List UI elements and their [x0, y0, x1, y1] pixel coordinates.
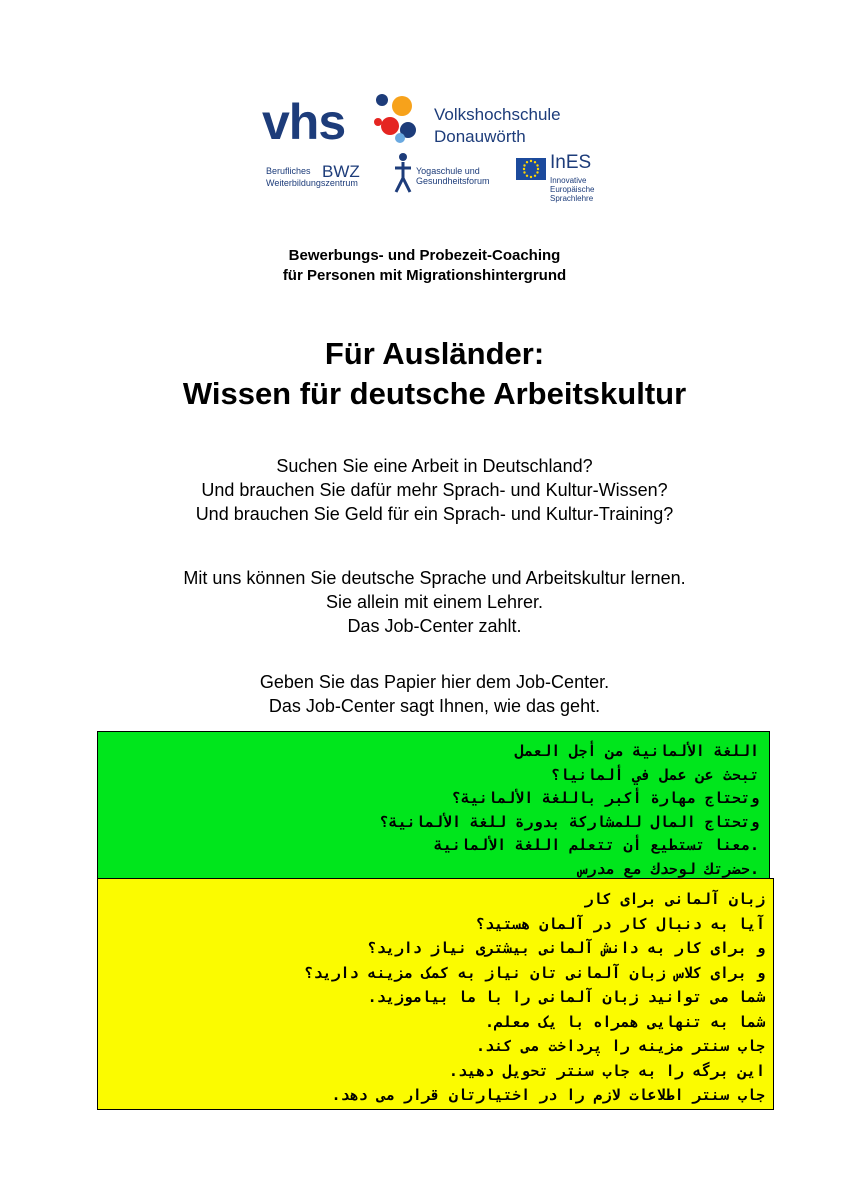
paragraph-line: Das Job-Center zahlt.: [347, 616, 522, 636]
yoga-label-line2: Gesundheitsforum: [416, 176, 490, 186]
subtitle: [0, 246, 849, 286]
persian-line: جاب سنتر اطلاعات لازم را در اختیارتان قرار می دهد.: [331, 1086, 765, 1104]
paragraph-line: Sie allein mit einem Lehrer.: [325, 592, 544, 612]
paragraph-offer: [0, 566, 849, 638]
bwz-logo: [266, 162, 396, 202]
persian-line: شما به تنهایی همراه با یک معلم.: [485, 1012, 765, 1031]
ines-logo: [516, 152, 616, 222]
persian-line: جاب سنتر مزینه را پرداخت می کند.: [476, 1037, 765, 1055]
vhs-logo: vhs: [262, 94, 346, 150]
ines-label-line3: Sprachlehre: [550, 194, 594, 203]
organization-name: [434, 104, 561, 148]
persian-line: زبان آلمانی برای کار: [584, 890, 765, 908]
arabic-line: .حضرتك لوحدك مع مدرس: [578, 859, 759, 878]
yoga-figure-icon: [392, 152, 414, 196]
paragraph-line: Geben Sie das Papier hier dem Job-Center.: [259, 672, 610, 692]
bwz-label-bottom: Weiterbildungszentrum: [266, 178, 358, 188]
page-title-line1: Für Ausländer:: [324, 336, 545, 371]
yoga-label: [416, 166, 490, 186]
arabic-line: وتحتاج مهارة أكبر باللغة الألمانية؟: [451, 789, 759, 807]
paragraph-instructions: [0, 670, 849, 718]
arabic-line: تبحث عن عمل في ألمانيا؟: [551, 765, 759, 784]
persian-line: شما می توانید زبان آلمانی را با ما بیاموزید.: [367, 988, 765, 1006]
org-name-line1: Volkshochschule: [434, 105, 561, 124]
paragraph-line: Mit uns können Sie deutsche Sprache und Arbeitskultur lernen.: [183, 568, 686, 588]
paragraph-line: Suchen Sie eine Arbeit in Deutschland?: [276, 456, 593, 476]
arabic-line: .معنا تستطيع أن تتعلم اللغة الألمانية: [433, 836, 759, 854]
subtitle-line1: Bewerbungs- und Probezeit-Coaching: [288, 247, 561, 264]
paragraph-line: Und brauchen Sie Geld für ein Sprach- und Kultur-Training?: [195, 504, 674, 524]
paragraph-line: Und brauchen Sie dafür mehr Sprach- und Kultur-Wissen?: [201, 480, 668, 500]
paragraph-line: Das Job-Center sagt Ihnen, wie das geht.: [268, 696, 601, 716]
persian-line: و برای کار به دانش آلمانی بیشتری نیاز دارید؟: [367, 939, 765, 957]
paragraph-questions: [0, 454, 849, 526]
subtitle-line2: für Personen mit Migrationshintergrund: [282, 267, 567, 284]
eu-flag-icon: [516, 158, 546, 180]
ines-mark: InES: [550, 152, 592, 173]
arabic-text-box: [97, 731, 770, 882]
header-logos: [262, 92, 602, 222]
page-title: [0, 334, 849, 414]
persian-line: و برای کلاس زبان آلمانی تان نیاز به کمک مزینه دارید؟: [304, 963, 765, 982]
yoga-logo: [390, 152, 510, 202]
vhs-logo-dots: [362, 92, 422, 152]
persian-line: این برگه را به جاب سنتر تحویل دهید.: [448, 1061, 765, 1080]
ines-label-line1: Innovative: [550, 176, 587, 185]
org-name-line2: Donauwörth: [434, 127, 526, 146]
bwz-label-top: Berufliches: [266, 166, 311, 176]
bwz-mark: BWZ: [322, 162, 360, 181]
persian-text-box: [97, 878, 774, 1110]
arabic-line: اللغة الألمانية من أجل العمل: [515, 742, 759, 760]
yoga-label-line1: Yogaschule und: [416, 166, 480, 176]
persian-line: آیا به دنبال کار در آلمان هستید؟: [476, 914, 765, 933]
page-title-line2: Wissen für deutsche Arbeitskultur: [182, 376, 687, 411]
ines-label: [550, 176, 594, 203]
ines-label-line2: Europäische: [550, 185, 595, 194]
arabic-line: وتحتاج المال للمشاركة بدورة للغة الألمانية؟: [379, 812, 759, 831]
